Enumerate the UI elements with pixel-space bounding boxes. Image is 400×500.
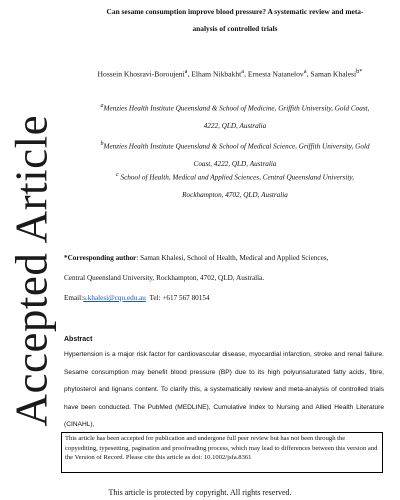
title-line-2: analysis of controlled trials <box>192 24 278 33</box>
author-name: Ernesta Natanelov <box>247 69 304 79</box>
affiliation-a <box>85 97 385 135</box>
affiliation-line: Coast, 4222, QLD, Australia <box>193 160 277 169</box>
corresponding-author-label: *Corresponding author <box>64 254 137 262</box>
corresponding-author-address: Central Queensland University, Rockhampton, 4702, QLD, Australia. <box>64 274 265 282</box>
affiliation-mark: b <box>100 141 104 147</box>
paper-title <box>85 3 385 37</box>
author-name: Hossein Khosravi-Boroujeni <box>97 69 185 79</box>
affiliation-line: Menzies Health Institute Queensland & School of Medical Science, Griffith University, Gold <box>103 142 370 151</box>
accepted-notice-box: This article has been accepted for publication and undergone full peer review but has not been through the copyediting, typesetting, pagination and proofreading process, which may lead to differences between this version and the Version of Record. Please cite this article as doi: 10.1002/jsfa.8361 <box>61 432 383 473</box>
affiliation-line: Rockhampton, 4702, QLD, Australia <box>182 191 288 200</box>
telephone: Tel: +617 567 80154 <box>149 294 210 302</box>
affiliation-mark: c <box>116 172 119 178</box>
accepted-article-watermark: Accepted Article <box>6 114 57 427</box>
author-affiliation-mark: a <box>241 68 245 75</box>
author-affiliation-mark: a <box>184 68 188 75</box>
abstract-text: Hypertension is a major risk factor for cardiovascular disease, myocardial infarction, stroke and renal failure. Sesame consumption may benefit blood pressure (BP) due to its high polyunsaturated fatty acids, fibre, phytosterol and lignans content. To clarify this, a systematically review and meta-analysis of controlled trials have been conducted. The PubMed (MEDLINE), Cumulative Index to Nursing and Allied Health Literature (CINAHL), <box>64 351 384 428</box>
author-separator: , <box>306 69 311 79</box>
affiliation-line: School of Health, Medical and Applied Sciences, Central Queensland University, <box>120 173 354 182</box>
corresponding-author-block <box>64 248 382 308</box>
author-affiliation-mark: a <box>303 68 307 75</box>
author-separator: , <box>187 69 192 79</box>
author-name: Saman Khalesi <box>310 69 357 79</box>
affiliation-line: Menzies Health Institute Queensland & School of Medicine, Griffith University, Gold Coast, <box>103 104 370 113</box>
title-line-1: Can sesame consumption improve blood pressure? A systematic review and meta- <box>106 7 364 16</box>
copyright-footer: This article is protected by copyright. All rights reserved. <box>108 488 292 497</box>
author-list <box>70 68 390 79</box>
affiliation-line: 4222, QLD, Australia <box>203 122 267 131</box>
author-separator: , <box>244 69 248 79</box>
abstract-heading: Abstract <box>64 336 93 343</box>
corresponding-author-text: : Saman Khalesi, School of Health, Medical and Applied Sciences, <box>136 254 329 262</box>
affiliation-c <box>85 166 385 204</box>
affiliation-mark: a <box>100 103 104 109</box>
author-affiliation-mark: b* <box>356 68 363 75</box>
email-link[interactable]: s.khalesi@cqu.edu.au <box>83 294 146 302</box>
author-name: Elham Nikbakht <box>191 69 242 79</box>
email-label: Email: <box>64 294 84 302</box>
